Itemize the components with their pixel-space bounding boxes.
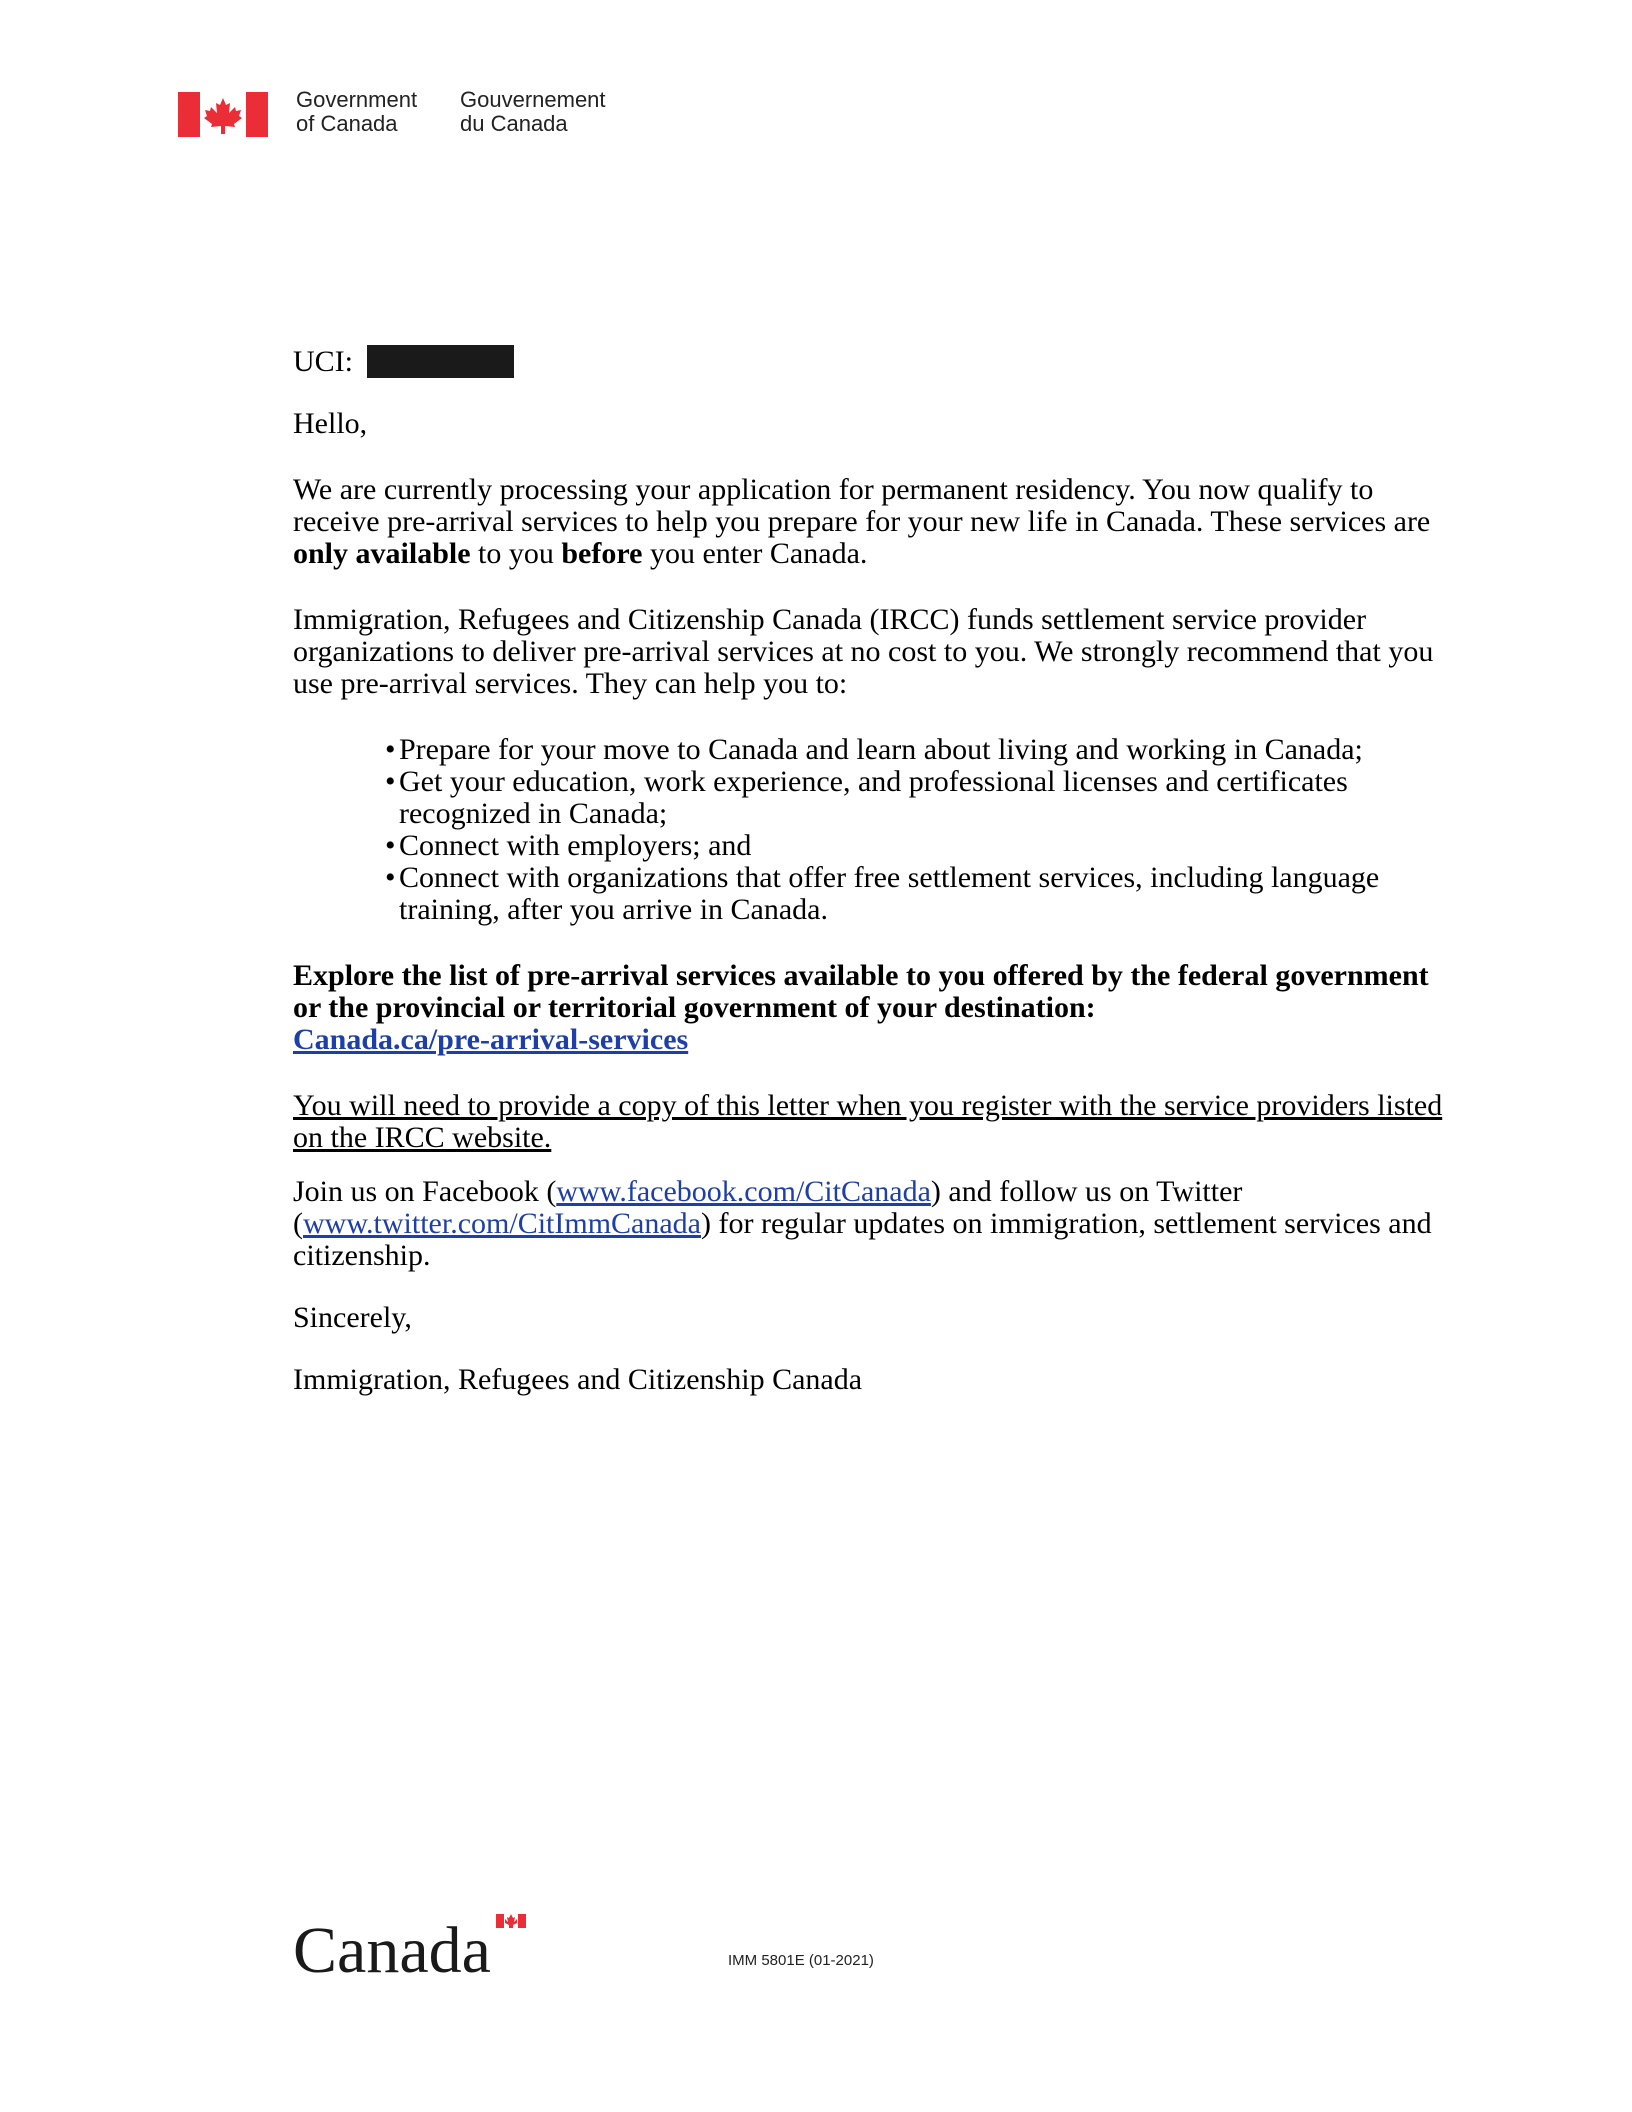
list-item: • Connect with organizations that offer free settlement services, including language training, after you arrive in Canada. — [385, 862, 1453, 926]
social-part3: ) for regular updates on immigration, settlement services and citizenship. — [293, 1207, 1432, 1272]
uci-redaction — [367, 345, 514, 378]
letter-body — [293, 345, 1453, 1396]
list-item: • Connect with employers; and — [385, 830, 1453, 862]
gov-en-line1: Government — [296, 87, 418, 112]
para1-part2: to you — [470, 537, 562, 570]
greeting: Hello, — [293, 407, 368, 440]
gov-en-line2: of Canada — [296, 111, 398, 136]
social-part2: ) and follow us on Twitter ( — [293, 1175, 1243, 1240]
explore-text: Explore the list of pre-arrival services available to you offered by the federal government or the provincial or territorial government of your destination: — [293, 959, 1429, 1024]
paragraph-ircc-funds: Immigration, Refugees and Citizenship Canada (IRCC) funds settlement service provider organizations to deliver pre-arrival services at no cost to you. We strongly recommend that you use pre-arrival services. They can help you to: — [293, 603, 1434, 700]
facebook-link[interactable]: www.facebook.com/CitCanada — [556, 1175, 931, 1208]
paragraph-processing — [293, 474, 1453, 570]
canada-wordmark-text: Canada — [293, 1914, 491, 1982]
gov-fr-line2: du Canada — [460, 111, 568, 136]
copy-note: You will need to provide a copy of this letter when you register with the service providers listed on the IRCC website. — [293, 1089, 1443, 1154]
benefits-list — [293, 734, 1453, 926]
twitter-link[interactable]: www.twitter.com/CitImmCanada — [303, 1207, 701, 1240]
para1-bold-before: before — [561, 537, 643, 570]
uci-line — [293, 345, 1453, 378]
uci-label: UCI: — [293, 344, 353, 378]
canada-wordmark-icon — [293, 1910, 533, 1982]
pre-arrival-services-link[interactable]: Canada.ca/pre-arrival-services — [293, 1023, 689, 1056]
closing: Sincerely, — [293, 1301, 412, 1334]
para1-part1: We are currently processing your application for permanent residency. You now qualify to receive pre-arrival services to help you prepare for your new life in Canada. These services are — [293, 473, 1431, 538]
para1-part3: you enter Canada. — [642, 537, 868, 570]
list-item: • Prepare for your move to Canada and learn about living and working in Canada; — [385, 734, 1453, 766]
canada-flag-icon — [178, 92, 268, 137]
social-paragraph — [293, 1176, 1453, 1272]
form-code: IMM 5801E (01-2021) — [728, 1952, 874, 1969]
para1-bold-only-available: only available — [293, 537, 471, 570]
signature: Immigration, Refugees and Citizenship Canada — [293, 1363, 863, 1396]
gov-name-english — [296, 88, 417, 136]
social-part1: Join us on Facebook ( — [293, 1175, 557, 1208]
gov-name-french — [460, 88, 606, 136]
explore-paragraph — [293, 960, 1453, 1056]
list-item: • Get your education, work experience, and professional licenses and certificates recognized in Canada; — [385, 766, 1453, 830]
gov-fr-line1: Gouvernement — [460, 87, 606, 112]
